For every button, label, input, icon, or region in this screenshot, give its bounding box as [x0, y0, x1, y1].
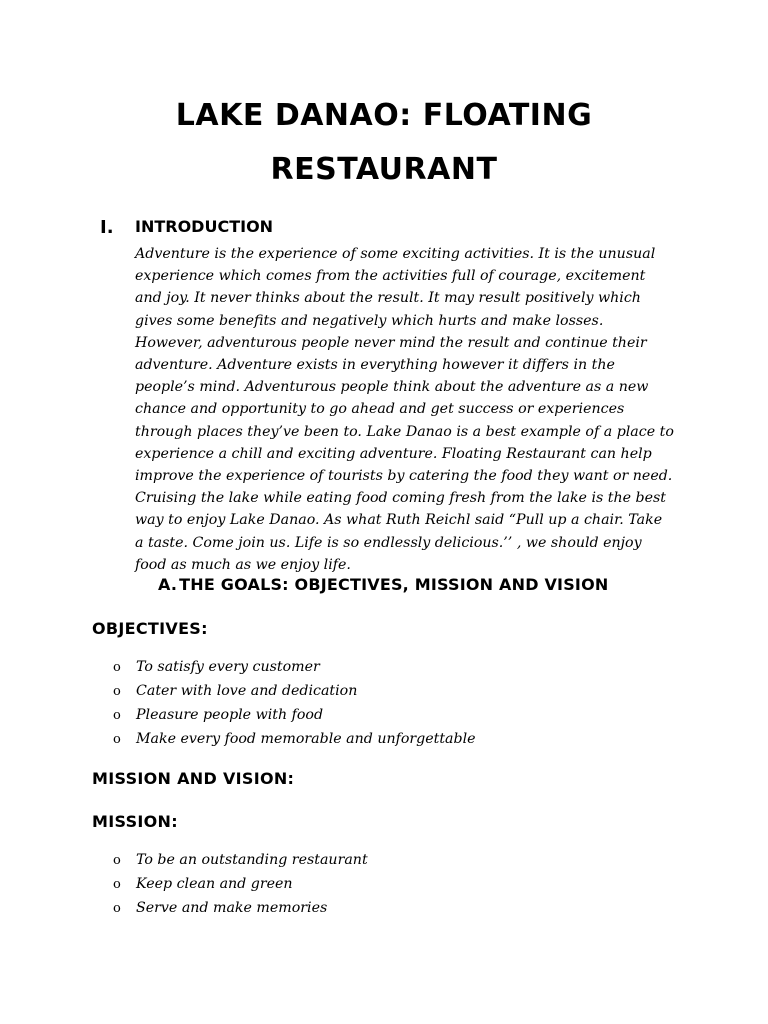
bullet-marker: o	[113, 684, 121, 699]
mission-list	[113, 848, 368, 920]
goals-heading	[158, 575, 608, 594]
list-item-text: Keep clean and green	[136, 876, 293, 892]
bullet-marker: o	[113, 732, 121, 747]
list-item	[113, 872, 368, 896]
objectives-list	[113, 655, 476, 751]
bullet-marker: o	[113, 901, 121, 916]
list-item-text: Serve and make memories	[136, 900, 328, 916]
introduction-paragraph: Adventure is the experience of some exciting activities. It is the unusual experience which comes from the activities full of courage, excitement and joy. It never thinks about the result. It may result positively which gives some benefits and negatively which hurts and make losses. However, adventurous people never mind the result and continue their adventure. Adventure exists in everything however it differs in the people’s mind. Adventurous people think about the adventure as a new chance and opportunity to go ahead and get success or experiences through places they’ve been to. Lake Danao is a best example of a place to experience a chill and exciting adventure. Floating Restaurant can help improve the experience of tourists by catering the food they want or need. Cruising the lake while eating food coming fresh from the lake is the best way to enjoy Lake Danao. As what Ruth Reichl said “Pull up a chair. Take a taste. Come join us. Life is so endlessly delicious.’’ , we should enjoy food as much as we enjoy life.	[135, 246, 674, 573]
bullet-marker: o	[113, 877, 121, 892]
bullet-marker: o	[113, 853, 121, 868]
bullet-marker: o	[113, 660, 121, 675]
goals-heading-prefix: A.	[158, 575, 178, 594]
bullet-marker: o	[113, 708, 121, 723]
list-item-text: To be an outstanding restaurant	[136, 852, 368, 868]
list-item	[113, 896, 368, 920]
document-title-line-2: RESTAURANT	[270, 152, 498, 187]
list-item-text: Make every food memorable and unforgettable	[136, 731, 476, 747]
introduction-heading: INTRODUCTION	[135, 217, 274, 236]
mission-heading: MISSION:	[92, 812, 178, 831]
list-item	[113, 655, 476, 679]
section-number: I.	[100, 217, 114, 238]
goals-heading-text: THE GOALS: OBJECTIVES, MISSION AND VISION	[179, 575, 609, 594]
list-item-text: Cater with love and dedication	[136, 683, 358, 699]
list-item	[113, 848, 368, 872]
list-item	[113, 727, 476, 751]
list-item	[113, 679, 476, 703]
list-item	[113, 703, 476, 727]
mission-and-vision-heading: MISSION AND VISION:	[92, 769, 295, 788]
list-item-text: To satisfy every customer	[136, 659, 320, 675]
objectives-heading: OBJECTIVES:	[92, 619, 208, 638]
document-title-line-1: LAKE DANAO: FLOATING	[175, 98, 593, 133]
list-item-text: Pleasure people with food	[136, 707, 324, 723]
